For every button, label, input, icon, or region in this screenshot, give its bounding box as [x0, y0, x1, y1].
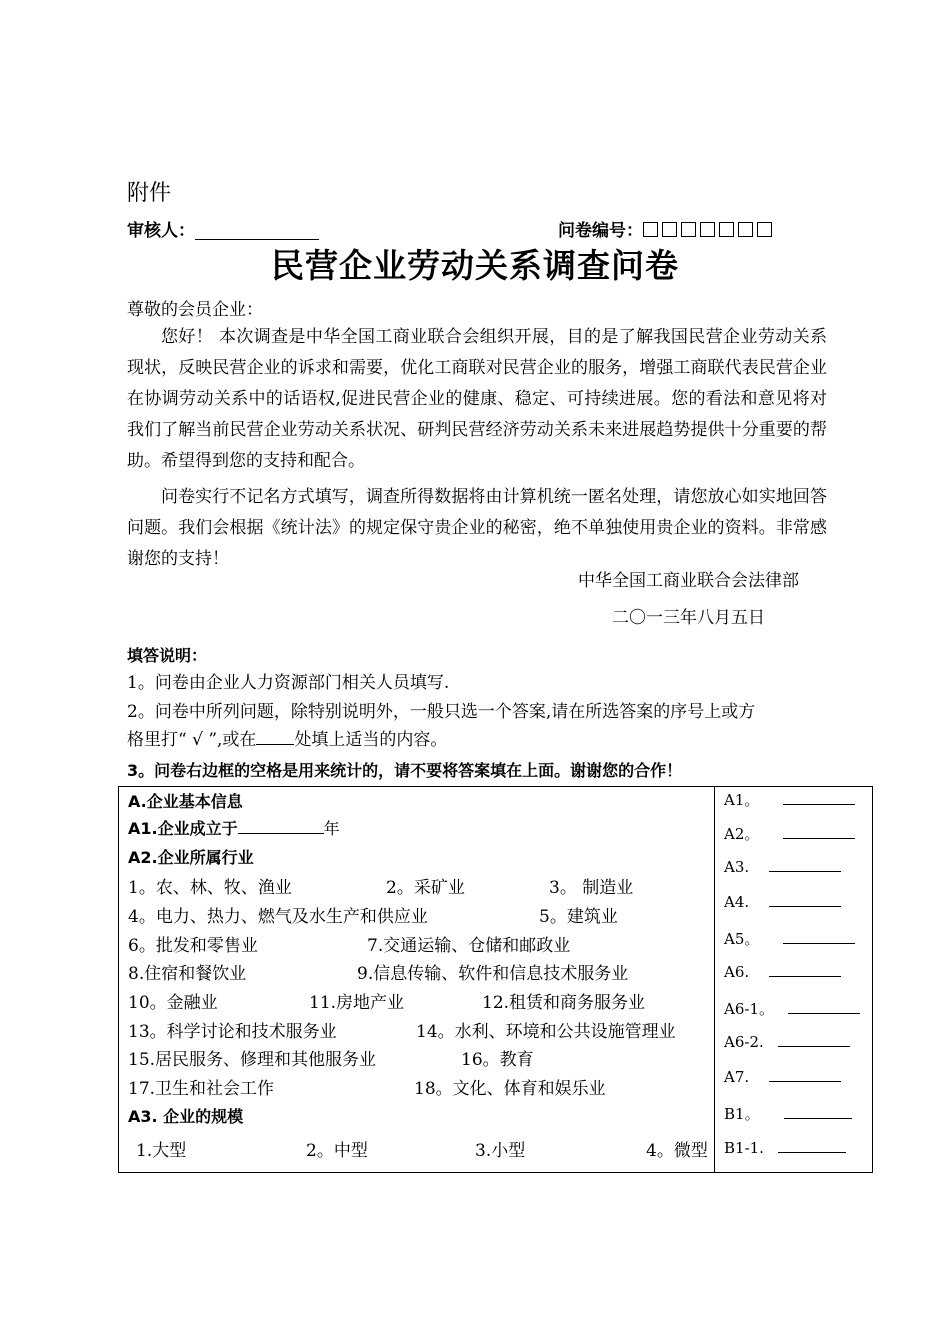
stat-column-divider: [714, 787, 715, 1172]
stat-field-a2: A2。: [724, 823, 855, 844]
industry-option[interactable]: 10。金融业: [128, 993, 218, 1013]
instruction-2-line-1: 2。问卷中所列问题，除特别说明外，一般只选一个答案,请在所选答案的序号上或方: [127, 702, 756, 722]
question-a1: [128, 816, 340, 839]
industry-option[interactable]: 3。 制造业: [549, 878, 634, 898]
industry-option[interactable]: 1。农、林、牧、渔业: [128, 878, 292, 898]
industry-option[interactable]: 6。批发和零售业: [128, 936, 258, 956]
industry-option[interactable]: 4。电力、热力、燃气及水生产和供应业: [128, 907, 428, 927]
industry-option[interactable]: 5。建筑业: [539, 907, 618, 927]
stat-field-a6-2: A6-2.: [724, 1033, 850, 1051]
size-option[interactable]: 4。微型: [646, 1141, 708, 1161]
signature-org: 中华全国工商业联合会法律部: [578, 571, 799, 591]
stat-field-a6: A6.: [724, 963, 841, 981]
instruction-blank: [256, 730, 294, 745]
number-boxes[interactable]: [643, 221, 776, 241]
stat-field-a6-1: A6-1。: [724, 998, 860, 1019]
questionnaire-number-field: [558, 216, 776, 241]
section-a-heading: A.企业基本信息: [128, 792, 243, 811]
industry-option[interactable]: 18。文化、体育和娱乐业: [414, 1079, 606, 1099]
stat-field-a4: A4.: [724, 893, 841, 911]
privacy-paragraph: 问卷实行不记名方式填写，调查所得数据将由计算机统一匿名处理，请您放心如实地回答问题。我们会根据《统计法》的规定保守贵企业的秘密，绝不单独使用贵企业的资料。非常感谢您的支持！: [127, 487, 827, 569]
attachment-label: 附件: [127, 181, 172, 206]
instruction-1: 1。问卷由企业人力资源部门相关人员填写.: [127, 673, 450, 693]
industry-option[interactable]: 11.房地产业: [309, 993, 405, 1013]
industry-option[interactable]: 7.交通运输、仓储和邮政业: [367, 936, 571, 956]
stat-field-a5: A5。: [724, 928, 855, 949]
signature-date: 二〇一三年八月五日: [612, 608, 765, 628]
survey-section-frame: [118, 786, 873, 1173]
reviewer-field: [127, 216, 319, 241]
size-option[interactable]: 2。中型: [306, 1141, 368, 1161]
a1-suffix: 年: [323, 819, 340, 838]
stat-field-b1-1: B1-1.: [724, 1139, 846, 1157]
instruction-3: 3。问卷右边框的空格是用来统计的，请不要将答案填在上面。谢谢您的合作！: [127, 761, 683, 780]
industry-option[interactable]: 8.住宿和餐饮业: [128, 964, 247, 984]
industry-option[interactable]: 2。采矿业: [386, 878, 465, 898]
a1-label: A1.企业成立于: [128, 819, 238, 838]
stat-field-a7: A7.: [724, 1068, 841, 1086]
industry-option[interactable]: 16。教育: [461, 1050, 534, 1070]
industry-option[interactable]: 9.信息传输、软件和信息技术服务业: [357, 964, 629, 984]
intro-paragraph: 您好！ 本次调查是中华全国工商业联合会组织开展，目的是了解我国民营企业劳动关系现状，反映民营企业的诉求和需要，优化工商联对民营企业的服务，增强工商联代表民营企业在协调劳动关系中的话语权,促进民营企业的健康、稳定、可持续进展。您的看法和意见将对我们了解当前民营企业劳动关系状况、研判民营经济劳动关系未来进展趋势提供十分重要的帮助。希望得到您的支持和配合。: [127, 327, 827, 471]
stat-field-a1: A1。: [724, 789, 855, 810]
question-a2: A2.企业所属行业: [128, 848, 254, 867]
reviewer-label: 审核人：: [127, 221, 195, 241]
industry-option[interactable]: 14。水利、环境和公共设施管理业: [416, 1022, 676, 1042]
industry-option[interactable]: 17.卫生和社会工作: [128, 1079, 275, 1099]
instruction-2-part-a: 格里打“ √ ”,或在: [127, 730, 257, 750]
questionnaire-number-label: 问卷编号：: [558, 221, 643, 241]
industry-option[interactable]: 12.租赁和商务服务业: [482, 993, 646, 1013]
size-option[interactable]: 3.小型: [475, 1141, 526, 1161]
industry-option[interactable]: 13。科学讨论和技术服务业: [128, 1022, 337, 1042]
reviewer-blank[interactable]: [195, 221, 319, 240]
size-option[interactable]: 1.大型: [136, 1141, 187, 1161]
stat-field-a3: A3.: [724, 858, 841, 876]
page-title: 民营企业劳动关系调查问卷: [271, 246, 679, 285]
stat-field-b1: B1。: [724, 1103, 852, 1124]
question-a3: A3. 企业的规模: [128, 1107, 244, 1126]
greeting: 尊敬的会员企业：: [127, 300, 263, 320]
instructions-heading: 填答说明：: [127, 646, 208, 665]
instruction-2-part-b: 处填上适当的内容。: [294, 730, 448, 750]
industry-option[interactable]: 15.居民服务、修理和其他服务业: [128, 1050, 377, 1070]
instruction-2-line-2: [127, 725, 447, 756]
a1-year-input[interactable]: [238, 817, 324, 834]
